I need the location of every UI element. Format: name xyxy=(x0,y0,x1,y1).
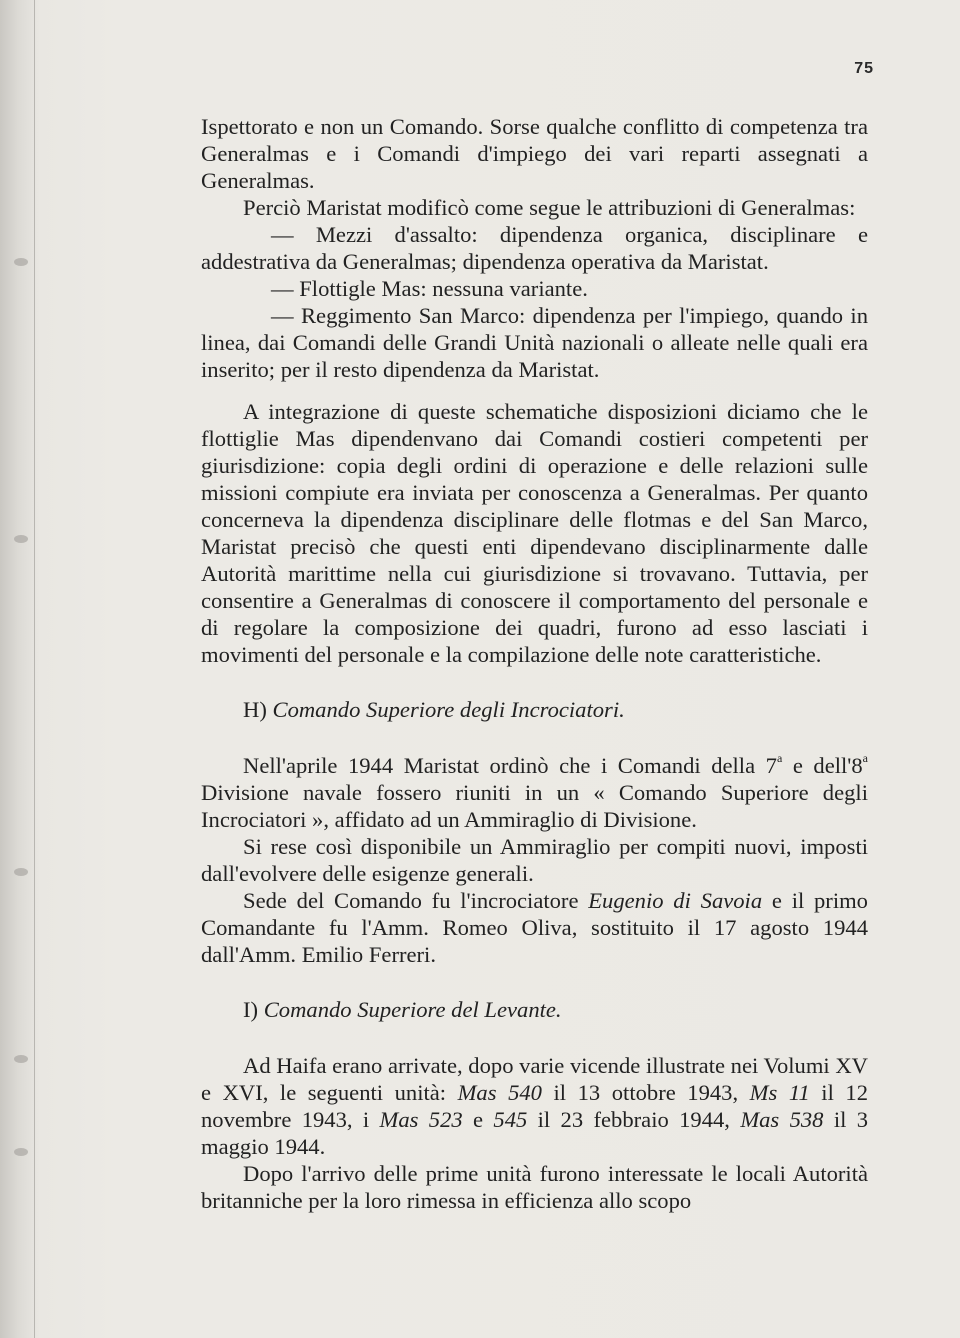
paragraph: Dopo l'arrivo delle prime unità furono interessate le locali Autorità britanniche per la loro rimessa in efficienza allo scopo xyxy=(201,1161,868,1213)
binding-mark xyxy=(14,1148,28,1156)
body-text xyxy=(201,113,868,1214)
paragraph: A integrazione di queste schematiche disposizioni diciamo che le flottiglie Mas dipendenvano dai Comandi costieri competenti per giurisdizione: copia degli ordini di operazione e delle relazioni sulle missioni compiute era inviata per conoscenza a Generalmas. Per quanto concerneva la dipendenza disciplinare delle flotmas e del San Marco, Maristat precisò che questi enti dipendevano disciplinarmente dalle Autorità marittime nella cui giurisdizione si trovavano. Tuttavia, per consentire a Generalmas di conoscere il comportamento del personale e di regolare la composizione dei quadri, furono ad esso lasciati i movimenti del personale e la compilazione delle note caratteristiche. xyxy=(201,399,868,667)
dash-item: — Flottigle Mas: nessuna variante. xyxy=(271,276,588,301)
paragraph: Nell'aprile 1944 Maristat ordinò che i Comandi della 7$^a$ e dell'8$^a$ Divisione navale fossero riuniti in un « Comando Superiore degli Incrociatori », affidato ad un Ammiraglio di Divisione. xyxy=(201,751,868,832)
section-heading-h: H) Comando Superiore degli Incrociatori. xyxy=(243,697,625,722)
dash-item: — Reggimento San Marco: dipendenza per l'impiego, quando in linea, dai Comandi delle Grandi Unità nazionali o alleate nelle quali era inserito; per il resto dipendenza da Maristat. xyxy=(201,303,868,382)
paragraph: Perciò Maristat modificò come segue le attribuzioni di Generalmas: xyxy=(243,195,856,220)
paragraph: Si rese così disponibile un Ammiraglio per compiti nuovi, imposti dall'evolvere delle esigenze generali. xyxy=(201,834,868,886)
dash-item: — Mezzi d'assalto: dipendenza organica, disciplinare e addestrativa da Generalmas; dipendenza operativa da Maristat. xyxy=(201,222,868,274)
paragraph: Sede del Comando fu l'incrociatore Eugenio di Savoia e il primo Comandante fu l'Amm. Romeo Oliva, sostituito il 17 agosto 1944 dall'Amm. Emilio Ferreri. xyxy=(201,888,868,967)
binding-mark xyxy=(14,258,28,266)
page-number: 75 xyxy=(854,60,874,77)
page-gutter xyxy=(34,0,35,1338)
section-heading-i: I) Comando Superiore del Levante. xyxy=(243,997,562,1022)
binding-mark xyxy=(14,535,28,543)
paragraph: Ispettorato e non un Comando. Sorse qualche conflitto di competenza tra Generalmas e i Comandi d'impiego dei vari reparti assegnati a Generalmas. xyxy=(201,114,868,193)
paragraph: Ad Haifa erano arrivate, dopo varie vicende illustrate nei Volumi XV e XVI, le seguenti unità: Mas 540 il 13 ottobre 1943, Ms 11 il 12 novembre 1943, i Mas 523 e 545 il 23 febbraio 1944, Mas 538 il 3 maggio 1944. xyxy=(201,1053,869,1159)
binding-mark xyxy=(14,1055,28,1063)
binding-mark xyxy=(14,868,28,876)
